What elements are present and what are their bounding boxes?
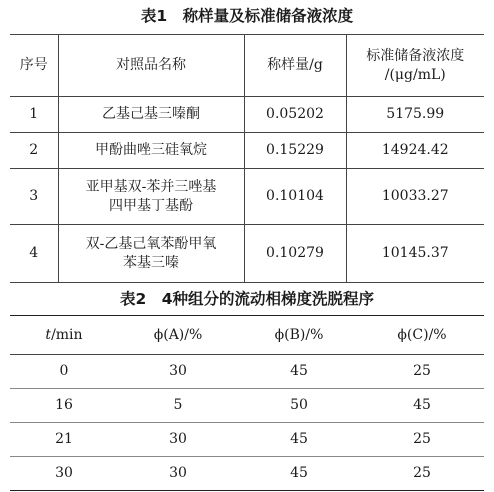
cell-phase-b: 45 [238,355,360,389]
cell-mass: 0.10104 [244,169,346,225]
cell-time: 16 [10,389,118,423]
name-line: 乙基己基三嗪酮 [102,106,200,122]
table-row [10,133,484,169]
cell-phase-a: 30 [169,465,187,481]
table-row [10,457,484,491]
name-line: 四甲基丁基酚 [109,197,193,214]
header-phase-b: ϕ(B)/% [238,316,360,355]
cell-name [58,133,244,169]
cell-serial: 4 [10,225,58,283]
header-time-unit: /min [51,326,83,343]
name-line: 甲酚曲唑三硅氧烷 [95,142,207,158]
cell-phase-a: 30 [118,355,238,389]
cell-phase-b: 45 [238,423,360,457]
standard-stock-table [10,34,484,283]
cell-concentration: 10145.37 [346,225,484,283]
cell-phase-a: 5 [118,389,238,423]
cell-name [58,225,244,283]
table-row [10,355,484,389]
table-row [10,169,484,225]
header-concentration [346,35,484,97]
cell-mass: 0.15229 [244,133,346,169]
table-header-row [10,35,484,97]
cell-mass: 0.05202 [244,97,346,133]
header-concentration-unit: /(μg/mL) [384,66,446,83]
table1-caption: 表1 称样量及标准储备液浓度 [140,7,354,25]
cell-phase-c: 25 [360,423,484,457]
cell-name [58,169,244,225]
header-serial: 序号 [10,35,58,97]
cell-phase-c: 25 [413,465,431,481]
cell-time: 30 [55,465,73,481]
cell-time: 21 [10,423,118,457]
cell-serial: 2 [10,133,58,169]
cell-name [58,97,244,133]
cell-mass: 0.10279 [244,225,346,283]
header-phase-c: ϕ(C)/% [360,316,484,355]
cell-phase-a: 30 [118,423,238,457]
cell-concentration: 5175.99 [346,97,484,133]
table-row [10,225,484,283]
header-time-var: t [45,326,52,343]
table2-caption: 表2 4种组分的流动相梯度洗脱程序 [119,290,375,308]
cell-concentration: 14924.42 [346,133,484,169]
cell-phase-c: 25 [360,355,484,389]
header-concentration-label: 标准储备液浓度 [366,47,465,64]
gradient-elution-table [10,315,484,491]
cell-phase-b: 50 [238,389,360,423]
header-mass: 称样量/g [244,35,346,97]
cell-time: 0 [10,355,118,389]
cell-phase-c: 45 [360,389,484,423]
cell-concentration: 10033.27 [346,169,484,225]
header-phase-a: ϕ(A)/% [118,316,238,355]
name-line: 双-乙基己氧苯酚甲氧 [85,235,217,252]
cell-serial: 3 [10,169,58,225]
header-reference-name: 对照品名称 [58,35,244,97]
name-line: 亚甲基双-苯并三唑基 [85,178,217,195]
table-header-row [10,316,484,355]
table-row [10,423,484,457]
cell-phase-b: 45 [290,465,308,481]
header-time [10,316,118,355]
table-row [10,389,484,423]
name-line: 苯基三嗪 [123,254,179,271]
cell-serial: 1 [10,97,58,133]
table-row [10,97,484,133]
